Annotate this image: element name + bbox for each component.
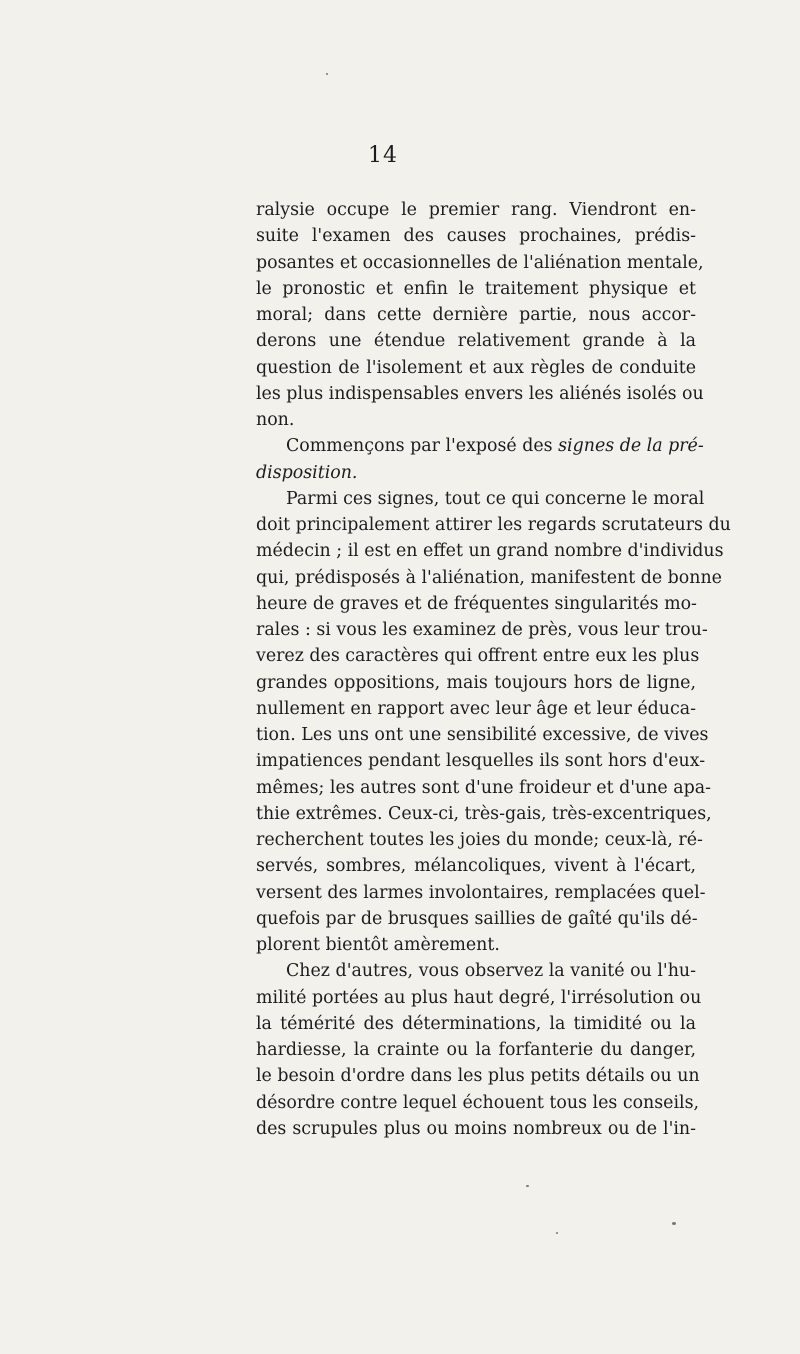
- text-line: nullement en rapport avec leur âge et leur éduca-: [256, 698, 696, 719]
- text-line: doit principalement attirer les regards scrutateurs du: [256, 515, 731, 535]
- text-line: question de l'isolement et aux règles de conduite: [256, 357, 696, 378]
- paragraph-4: [256, 958, 702, 1142]
- text-line: heure de graves et de fréquentes singularités mo-: [256, 593, 697, 614]
- ink-speck: [556, 1232, 558, 1234]
- text-line: impatiences pendant lesquelles ils sont hors d'eux-: [256, 751, 706, 772]
- text-line: hardiesse, la crainte ou la forfanterie du danger,: [256, 1040, 696, 1060]
- text-line: qui, prédisposés à l'aliénation, manifestent de bonne: [256, 567, 722, 588]
- text-line: le pronostic et enfin le traitement physique et: [256, 278, 696, 299]
- text-line: milité portées au plus haut degré, l'irrésolution ou: [256, 987, 702, 1008]
- text-line: posantes et occasionnelles de l'aliénation mentale,: [256, 252, 704, 273]
- ink-speck: [326, 73, 328, 75]
- text-line: Chez d'autres, vous observez la vanité ou l'hu-: [286, 961, 696, 982]
- text-line: plorent bientôt amèrement.: [256, 935, 500, 955]
- paragraph-3: [256, 486, 731, 959]
- text-line: suite l'examen des causes prochaines, prédis-: [256, 226, 696, 247]
- text-segment: Commençons par l'exposé des: [286, 436, 553, 457]
- text-line: recherchent toutes les joies du monde; ceux-là, ré-: [256, 830, 703, 850]
- text-line: les plus indispensables envers les aliénés isolés ou: [256, 383, 704, 404]
- text-line: grandes oppositions, mais toujours hors de ligne,: [256, 672, 696, 693]
- page-number: 14: [368, 143, 398, 168]
- text-line: Parmi ces signes, tout ce qui concerne le moral: [286, 488, 705, 509]
- text-line: le besoin d'ordre dans les plus petits détails ou un: [256, 1066, 700, 1087]
- body-text: [256, 197, 731, 1142]
- text-line: verez des caractères qui offrent entre eux les plus: [256, 646, 700, 667]
- text-line: la témérité des déterminations, la timidité ou la: [256, 1013, 696, 1034]
- paragraph-2: [256, 433, 704, 486]
- text-line: rales : si vous les examinez de près, vous leur trou-: [256, 620, 708, 640]
- text-line: derons une étendue relativement grande à la: [256, 331, 696, 352]
- text-line: [256, 433, 704, 459]
- text-line: médecin ; il est en effet un grand nombre d'individus: [256, 541, 724, 562]
- text-line: servés, sombres, mélancoliques, vivent à l'écart,: [256, 856, 696, 877]
- text-line: tion. Les uns ont une sensibilité excessive, de vives: [256, 725, 709, 745]
- italic-title: signes de la pré-: [558, 436, 704, 457]
- italic-title: disposition.: [256, 462, 358, 483]
- ink-speck: [672, 1222, 676, 1225]
- text-line: non.: [256, 410, 295, 430]
- ink-speck: [526, 1185, 529, 1187]
- text-line: ralysie occupe le premier rang. Viendront en-: [256, 200, 696, 220]
- text-line: mêmes; les autres sont d'une froideur et d'une apa-: [256, 777, 711, 798]
- text-line: quefois par de brusques saillies de gaîté qu'ils dé-: [256, 908, 698, 929]
- text-line: des scrupules plus ou moins nombreux ou de l'in-: [256, 1118, 696, 1139]
- paragraph-1: [256, 197, 704, 433]
- text-line: désordre contre lequel échouent tous les conseils,: [256, 1092, 700, 1113]
- text-line: versent des larmes involontaires, remplacées quel-: [256, 882, 706, 903]
- text-line: [256, 460, 696, 486]
- text-line: moral; dans cette dernière partie, nous accor-: [256, 305, 696, 325]
- text-line: thie extrêmes. Ceux-ci, très-gais, très-excentriques,: [256, 803, 712, 824]
